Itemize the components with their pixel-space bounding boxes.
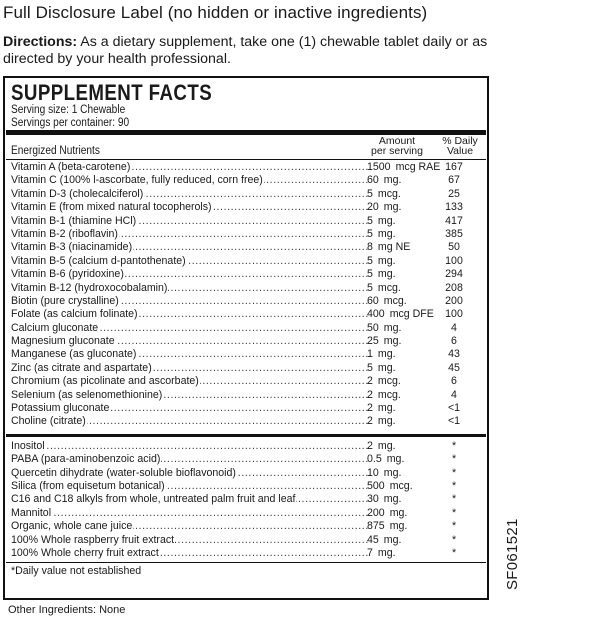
nutrient-name: Mannitol — [11, 506, 52, 519]
nutrient-row — [11, 480, 481, 493]
nutrient-row — [11, 534, 481, 547]
daily-value: 4 — [451, 388, 457, 401]
daily-value: 167 — [445, 161, 463, 173]
amount-value: 2 — [367, 415, 373, 428]
daily-value: 43 — [448, 348, 460, 361]
amount-header — [369, 136, 425, 156]
nutrient-row — [11, 348, 481, 361]
amount-value: 60 — [367, 174, 379, 187]
footnote: *Daily value not established — [11, 565, 142, 578]
daily-value: <1 — [447, 415, 461, 428]
amount-value: 1500 — [367, 161, 391, 173]
product-code: SF061521 — [504, 518, 521, 590]
nutrient-amount — [367, 520, 407, 533]
amount-unit: mcg RAE — [395, 161, 441, 173]
amount-unit: mg. — [386, 453, 405, 466]
nutrient-amount — [367, 335, 401, 348]
nutrient-amount — [367, 547, 396, 560]
nutrient-name: Vitamin D-3 (cholecalciferol) — [11, 187, 144, 200]
amount-value: 400 — [367, 308, 385, 321]
nutrient-amount — [367, 201, 401, 214]
amount-unit: mg. — [377, 361, 396, 374]
nutrient-name: Vitamin B-1 (thiamine HCl) — [11, 214, 137, 227]
nutrient-amount — [367, 375, 401, 388]
daily-value: 294 — [445, 268, 463, 281]
daily-value: 200 — [445, 294, 463, 307]
amount-unit: mg. — [389, 520, 408, 533]
amount-value: 8 — [367, 241, 373, 254]
amount-value: 875 — [367, 520, 385, 533]
nutrient-name: Vitamin B-2 (riboflavin) — [11, 227, 118, 240]
nutrient-amount — [367, 228, 396, 241]
nutrient-amount — [367, 453, 404, 466]
directions-text — [3, 34, 498, 68]
daily-value: 67 — [448, 174, 460, 187]
nutrient-row — [11, 268, 481, 281]
nutrient-row — [11, 295, 481, 308]
amount-value: 25 — [367, 335, 379, 348]
amount-value: 5 — [367, 214, 373, 227]
nutrient-name: Inositol — [11, 439, 45, 452]
nutrient-name: Biotin (pure crystalline) — [11, 294, 119, 307]
nutrient-name: Vitamin B-6 (pyridoxine) — [11, 268, 124, 281]
servings-per-container: Servings per container: 90 — [11, 116, 130, 129]
dv-header — [437, 136, 483, 156]
amount-unit: mg. — [383, 174, 402, 187]
amount-unit: mcg. — [377, 187, 401, 200]
daily-value: 100 — [445, 254, 463, 267]
nutrient-name: Manganese (as gluconate) — [11, 348, 137, 361]
nutrient-name: Choline (citrate) — [11, 415, 86, 428]
nutrient-amount — [367, 507, 407, 520]
nutrient-name: Quercetin dihydrate (water-soluble bioflavonoid) — [11, 466, 236, 479]
nutrient-row — [11, 375, 481, 388]
amount-value: 5 — [367, 361, 373, 374]
nutrient-row — [11, 335, 481, 348]
nutrient-name: Vitamin A (beta-carotene) — [11, 161, 131, 173]
amount-value: 5 — [367, 227, 373, 240]
nutrient-row — [11, 453, 481, 466]
amount-value: 30 — [367, 493, 379, 506]
nutrient-amount — [367, 440, 396, 453]
nutrient-amount — [367, 215, 396, 228]
amount-unit: mg NE — [377, 241, 411, 254]
nutrient-list — [11, 161, 481, 429]
nutrient-row — [11, 241, 481, 254]
daily-value: * — [451, 520, 457, 533]
nutrient-amount — [367, 241, 410, 254]
nutrient-amount — [367, 402, 396, 415]
directions-label: Directions: — [3, 34, 78, 50]
daily-value: <1 — [447, 402, 461, 415]
nutrient-amount — [367, 295, 407, 308]
supplement-facts-title: SUPPLEMENT FACTS — [11, 80, 213, 105]
amount-unit: mg. — [377, 415, 396, 428]
nutrient-amount — [367, 467, 401, 480]
nutrient-row — [11, 282, 481, 295]
nutrient-amount — [367, 415, 396, 428]
amount-unit: mcg. — [389, 479, 413, 492]
amount-unit: mg. — [383, 335, 402, 348]
nutrient-name: Vitamin C (100% l-ascorbate, fully reduced, corn free) — [11, 174, 263, 187]
amount-value: 200 — [367, 506, 385, 519]
amount-unit: mcg. — [377, 388, 401, 401]
nutrient-name: Vitamin B-3 (niacinamide) — [11, 241, 133, 254]
amount-unit: mg. — [377, 227, 396, 240]
amount-value: 10 — [367, 466, 379, 479]
nutrient-row — [11, 322, 481, 335]
amount-unit: mg. — [383, 321, 402, 334]
amount-unit: mg. — [377, 546, 396, 559]
daily-value: * — [451, 533, 457, 546]
daily-value: 100 — [445, 308, 463, 321]
amount-value: 2 — [367, 402, 373, 415]
nutrient-name: Folate (as calcium folinate) — [11, 308, 138, 321]
other-ingredients: Other Ingredients: None — [8, 604, 126, 616]
nutrient-amount — [367, 493, 401, 506]
nutrient-name: Vitamin B-5 (calcium d-pantothenate) — [11, 254, 186, 267]
daily-value: * — [451, 453, 457, 466]
footnote-divider — [6, 562, 486, 563]
daily-value: * — [451, 546, 457, 559]
directions-body: As a dietary supplement, take one (1) chewable tablet daily or as directed by your health professional. — [3, 34, 488, 67]
nutrient-row — [11, 174, 481, 187]
amount-value: 50 — [367, 321, 379, 334]
amount-unit: mg. — [383, 493, 402, 506]
amount-unit: mg. — [383, 533, 402, 546]
nutrient-name: Organic, whole cane juice — [11, 520, 133, 533]
nutrient-row — [11, 467, 481, 480]
amount-value: 2 — [367, 439, 373, 452]
nutrient-name: Magnesium gluconate — [11, 335, 115, 348]
amount-value: 5 — [367, 187, 373, 200]
nutrient-name: Vitamin B-12 (hydroxocobalamin) — [11, 281, 168, 294]
nutrient-amount — [367, 282, 401, 295]
nutrient-row — [11, 520, 481, 533]
amount-value: 5 — [367, 281, 373, 294]
daily-value: 25 — [448, 187, 460, 200]
amount-unit: mg. — [389, 506, 408, 519]
label-title: Full Disclosure Label (no hidden or inactive ingredients) — [3, 3, 428, 22]
daily-value: 417 — [445, 214, 463, 227]
daily-value: 50 — [448, 241, 460, 254]
section-label: Energized Nutrients — [11, 145, 100, 157]
other-ingredients-list — [11, 440, 481, 561]
nutrient-name: PABA (para-aminobenzoic acid) — [11, 453, 161, 466]
nutrient-amount — [367, 348, 396, 361]
nutrient-row — [11, 440, 481, 453]
nutrient-name: Selenium (as selenomethionine) — [11, 388, 163, 401]
amount-unit: mg. — [383, 466, 402, 479]
nutrient-name: Silica (from equisetum botanical) — [11, 479, 165, 492]
nutrient-amount — [367, 188, 401, 201]
nutrient-row — [11, 362, 481, 375]
amount-value: 7 — [367, 546, 373, 559]
nutrient-name: Vitamin E (from mixed natural tocopherols) — [11, 201, 212, 214]
daily-value: * — [451, 506, 457, 519]
amount-header-line1: Amount — [378, 135, 416, 147]
nutrient-name: Zinc (as citrate and aspartate) — [11, 361, 152, 374]
nutrient-name: Calcium gluconate — [11, 321, 99, 334]
amount-value: 60 — [367, 294, 379, 307]
dv-header-line2: Value — [446, 145, 474, 157]
nutrient-row — [11, 215, 481, 228]
nutrient-row — [11, 507, 481, 520]
daily-value: * — [451, 493, 457, 506]
amount-value: 2 — [367, 375, 373, 388]
amount-unit: mcg. — [377, 375, 401, 388]
daily-value: 6 — [451, 335, 457, 348]
daily-value: * — [451, 466, 457, 479]
amount-unit: mg. — [377, 214, 396, 227]
amount-unit: mcg DFE — [389, 308, 434, 321]
amount-value: 500 — [367, 479, 385, 492]
nutrient-amount — [367, 174, 401, 187]
nutrient-name: C16 and C18 alkyls from whole, untreated palm fruit and leaf — [11, 493, 296, 506]
nutrient-amount — [367, 389, 401, 402]
nutrient-name: 100% Whole cherry fruit extract — [11, 546, 159, 559]
daily-value: 208 — [445, 281, 463, 294]
nutrient-row — [11, 308, 481, 321]
daily-value: 45 — [448, 361, 460, 374]
serving-size: Serving size: 1 Chewable — [11, 104, 126, 116]
amount-value: 20 — [367, 201, 379, 214]
amount-value: 5 — [367, 254, 373, 267]
nutrient-row — [11, 415, 481, 428]
daily-value: 4 — [451, 321, 457, 334]
amount-unit: mg. — [377, 348, 396, 361]
nutrient-name: Potassium gluconate — [11, 402, 110, 415]
nutrient-name: Chromium (as picolinate and ascorbate) — [11, 375, 199, 388]
nutrient-row — [11, 228, 481, 241]
daily-value: * — [451, 479, 457, 492]
nutrient-row — [11, 547, 481, 560]
amount-unit: mg. — [377, 254, 396, 267]
mid-divider — [6, 434, 486, 437]
amount-value: 0.5 — [367, 453, 382, 466]
amount-unit: mcg. — [383, 294, 407, 307]
dv-header-line1: % Daily — [442, 135, 478, 147]
daily-value: 133 — [445, 201, 463, 214]
nutrient-amount — [367, 255, 396, 268]
nutrient-row — [11, 402, 481, 415]
daily-value: 385 — [445, 227, 463, 240]
nutrient-row — [11, 161, 481, 174]
amount-unit: mg. — [377, 402, 396, 415]
amount-unit: mg. — [383, 201, 402, 214]
nutrient-amount — [367, 322, 401, 335]
nutrient-row — [11, 389, 481, 402]
amount-value: 45 — [367, 533, 379, 546]
supplement-facts-panel — [3, 76, 489, 600]
nutrient-amount — [367, 308, 434, 321]
nutrient-amount — [367, 480, 413, 493]
nutrient-row — [11, 493, 481, 506]
amount-value: 5 — [367, 268, 373, 281]
nutrient-amount — [367, 268, 396, 281]
nutrient-amount — [367, 161, 440, 174]
daily-value: 6 — [451, 375, 457, 388]
nutrient-amount — [367, 534, 401, 547]
amount-header-line2: per serving — [371, 145, 423, 157]
nutrient-name: 100% Whole raspberry fruit extract — [11, 533, 175, 546]
nutrient-row — [11, 201, 481, 214]
amount-value: 2 — [367, 388, 373, 401]
nutrient-amount — [367, 362, 396, 375]
amount-value: 1 — [367, 348, 373, 361]
nutrient-row — [11, 188, 481, 201]
daily-value: * — [451, 439, 457, 452]
nutrient-row — [11, 255, 481, 268]
column-header — [11, 135, 481, 159]
amount-unit: mg. — [377, 439, 396, 452]
amount-unit: mg. — [377, 268, 396, 281]
thin-divider — [6, 159, 486, 160]
amount-unit: mcg. — [377, 281, 401, 294]
